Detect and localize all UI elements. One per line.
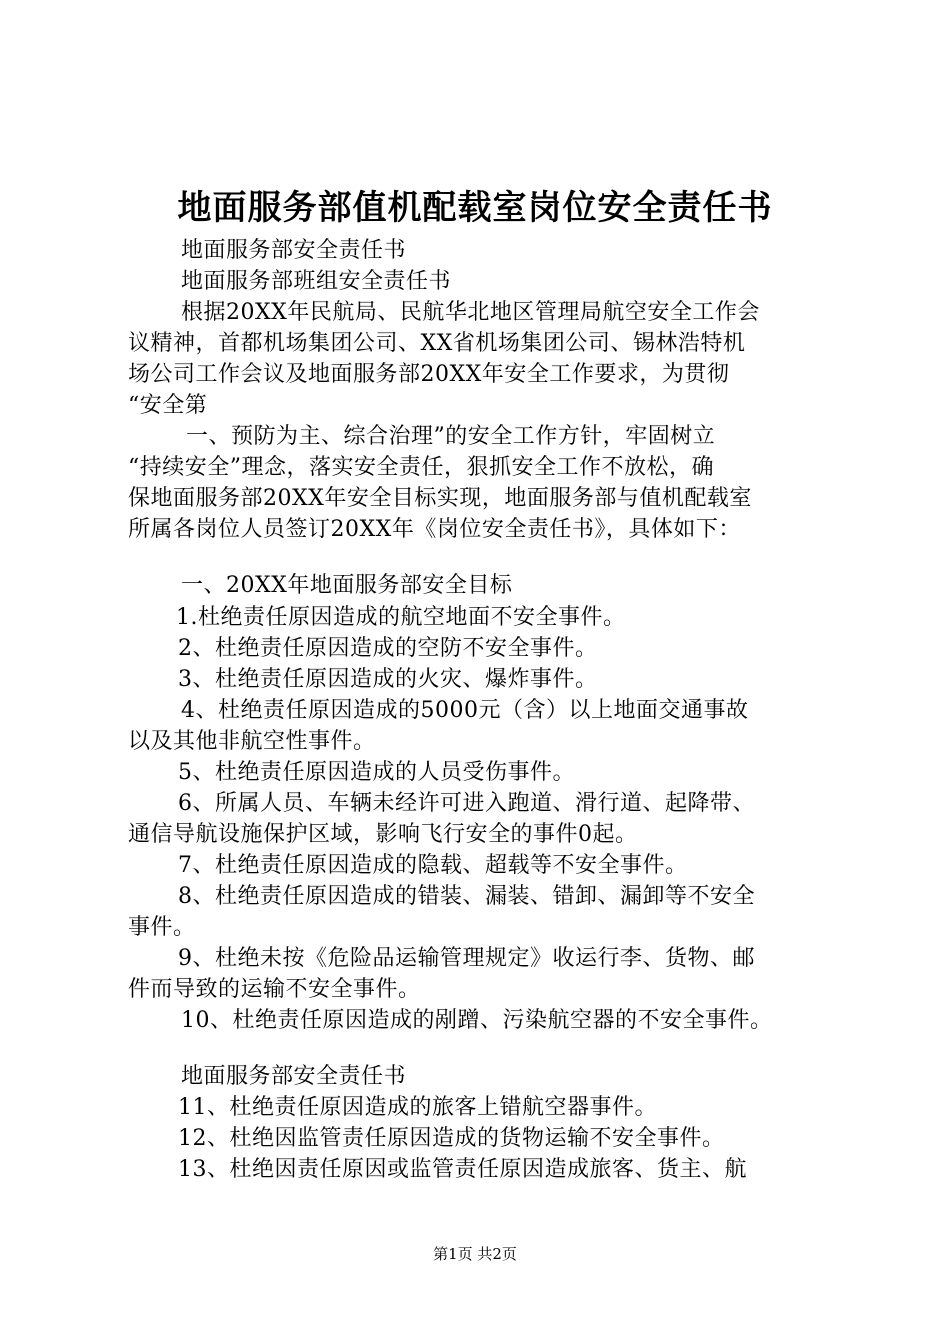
section-heading: 地面服务部安全责任书	[181, 1064, 407, 1089]
text-line: 根据20XX年民航局、民航华北地区管理局航空安全工作会	[181, 300, 760, 325]
text-line: 3、杜绝责任原因造成的火灾、爆炸事件。	[178, 667, 598, 692]
text-line: 11、杜绝责任原因造成的旅客上错航空器事件。	[178, 1095, 657, 1120]
text-line: 地面服务部安全责任书	[181, 238, 407, 263]
text-line: 地面服务部班组安全责任书	[181, 269, 452, 294]
text-line: “安全第	[128, 393, 208, 418]
text-line: 事件。	[128, 915, 196, 940]
text-line: 13、杜绝因责任原因或监管责任原因造成旅客、货主、航	[178, 1157, 747, 1182]
text-line: 一、预防为主、综合治理”的安全工作方针，牢固树立	[186, 424, 716, 449]
page-footer: 第1页 共2页	[433, 1245, 517, 1263]
text-line: 所属各岗位人员签订20XX年《岗位安全责任书》，具体如下：	[128, 517, 741, 542]
text-line: “持续安全”理念，落实安全责任，狠抓安全工作不放松，确	[128, 455, 714, 480]
text-line: 8、杜绝责任原因造成的错装、漏装、错卸、漏卸等不安全	[178, 884, 755, 909]
text-line: 10、杜绝责任原因造成的剐蹭、污染航空器的不安全事件。	[181, 1008, 773, 1033]
text-line: 议精神，首都机场集团公司、XX省机场集团公司、锡林浩特机	[128, 331, 746, 356]
text-line: 9、杜绝未按《危险品运输管理规定》收运行李、货物、邮	[178, 946, 755, 971]
text-line: 1.杜绝责任原因造成的航空地面不安全事件。	[176, 605, 626, 630]
text-line: 4、杜绝责任原因造成的5000元（含）以上地面交通事故	[181, 698, 749, 723]
text-line: 12、杜绝因监管责任原因造成的货物运输不安全事件。	[178, 1126, 725, 1151]
document-title: 地面服务部值机配载室岗位安全责任书	[177, 188, 773, 228]
text-line: 2、杜绝责任原因造成的空防不安全事件。	[178, 636, 598, 661]
text-line: 5、杜绝责任原因造成的人员受伤事件。	[178, 760, 575, 785]
text-line: 6、所属人员、车辆未经许可进入跑道、滑行道、起降带、	[178, 791, 755, 816]
text-line: 通信导航设施保护区域，影响飞行安全的事件0起。	[128, 822, 638, 847]
text-line: 7、杜绝责任原因造成的隐载、超载等不安全事件。	[178, 853, 688, 878]
text-line: 以及其他非航空性事件。	[128, 729, 376, 754]
text-line: 保地面服务部20XX年安全目标实现，地面服务部与值机配载室	[128, 486, 752, 511]
text-line: 场公司工作会议及地面服务部20XX年安全工作要求，为贯彻	[128, 362, 730, 387]
text-line: 件而导致的运输不安全事件。	[128, 977, 421, 1002]
section-heading: 一、20XX年地面服务部安全目标	[181, 573, 513, 598]
